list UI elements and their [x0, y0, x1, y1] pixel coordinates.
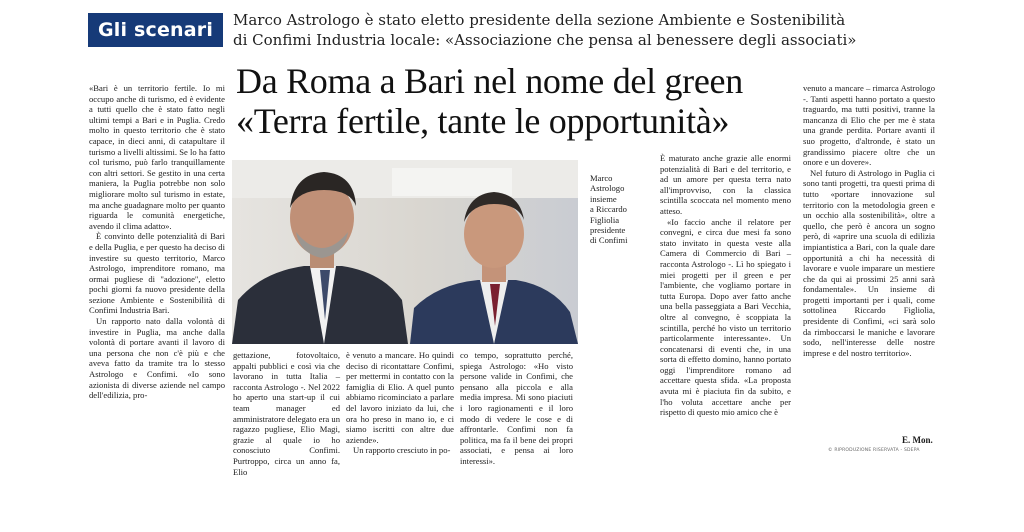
caption-line: insieme — [590, 193, 617, 204]
paragraph: è venuto a mancare. Ho quindi deciso di ricontattare Confimi, per mettermi in contatto con la famiglia di Elio. A quel punto abbiamo ricominciato a parlare del lavoro iniziato da lui, che ora ho preso in mano io, e ci siamo iscritti con altre due aziende». — [346, 350, 454, 445]
paragraph: gettazione, fotovoltaico, appalti pubblici e così via che lavorano in tutta Italia – racconta Astrologo -. Nel 2022 ho aperto una start-up il cui team manager ed amministratore delegato era un ragazzo pugliese, Elio Magi, grazie al quale io ho conosciuto Confimi. Purtroppo, circa un anno fa, Elio — [233, 350, 340, 477]
paragraph: È maturato anche grazie alle enormi potenzialità di Bari e del territorio, e ad un amore per questa terra nato all'improvviso, con la classica scintilla scoccata nel momento meno atteso. — [660, 153, 791, 216]
article-column-3 — [346, 350, 454, 461]
photo-illustration — [232, 160, 578, 344]
subheadline-line-1: Marco Astrologo è stato eletto presidente della sezione Ambiente e Sostenibilità — [233, 11, 846, 29]
article-column-4 — [460, 350, 573, 466]
article-column-6 — [803, 83, 935, 435]
paragraph: co tempo, soprattutto perché, spiega Astrologo: «Ho visto persone valide in Confimi, che pensano alla piccola e alla media impresa. Mi sono piaciuti i loro ragionamenti e il loro modo di vedere le cose e di affrontarle. Confimi non fa politica, ma fa il bene dei propri associati, e pensa ai loro interessi». — [460, 350, 573, 466]
paragraph: Nel futuro di Astrologo in Puglia ci sono tanti progetti, tra questi prima di tutto «portare innovazione sul territorio con la metodologia green e un occhio alla sostenibilità», oltre a quello, che però è ancora un sogno però, di «aprire una scuola di edilizia impiantistica a Bari, con la quale dare opportunità a chi ha necessità di lavorare e vuole imparare un mestiere che da qui ai prossimi 25 anni sarà fondamentale». Un insieme di progetti importanti per i quali, come sottolinea Riccardo Figliolia, presidente di Confimi, «ci sarà solo da rimboccarsi le maniche e lavorare sodo, nell'interesse delle nostre imprese e del nostro territorio». — [803, 167, 935, 358]
paragraph: «Io faccio anche il relatore per convegni, e circa due mesi fa sono stato invitato in questa veste alla Camera di Commercio di Bari – racconta Astrologo -. Lì ho spiegato i miei progetti per il green e per l'ambiente, che vogliamo portare in tutta Europa. Dopo aver fatto anche una bella passeggiata a Bari Vecchia, oltre al convegno, è scoppiata la scintilla, perché ho visto un territorio particolarmente interessante». Un concatenarsi di eventi che, in una sorta di effetto domino, hanno portato oggi l'imprenditore romano ad accettare questa sfida. «La proposta avuta mi è piaciuta fin da subito, e l'ho voluta accettare anche per rispetto di questo mio amico che è — [660, 216, 791, 418]
caption-line: presidente — [590, 225, 626, 236]
caption-line: Figliolia — [590, 214, 620, 225]
article-column-2 — [233, 350, 340, 477]
caption-line: Marco — [590, 173, 613, 183]
caption-line: di Confimi — [590, 235, 628, 246]
copyright-notice: © RIPRODUZIONE RISERVATA - SDEPA — [828, 448, 920, 453]
paragraph: Un rapporto cresciuto in po- — [353, 445, 451, 456]
caption-line: Astrologo — [590, 183, 625, 194]
caption-line: a Riccardo — [590, 204, 627, 215]
paragraph: «Bari è un territorio fertile. Io mi occupo anche di turismo, ed è evidente a tutti quello che è stato fatto negli ultimi tempi a Bari e in Puglia. Credo molto in questo territorio che è stato capace, in dieci anni, di catapultare il turismo a livelli altissimi. Se lo ha fatto col turismo, può farlo tranquillamente con altri settori. Se gestito in una certa maniera, la Puglia potrebbe non solo migliorare molto sul turismo in estate, ma anche guadagnare molto per quanto riguarda le comunità energetiche, avendo il clima adatto». — [89, 83, 225, 231]
paragraph: È convinto delle potenzialità di Bari e della Puglia, e per questo ha deciso di investire su questo territorio, Marco Astrologo, imprenditore romano, ma ormai pugliese di "adozione", eletto pochi giorni fa nuovo presidente della sezione Ambiente e Sostenibilità di Confimi Industria Bari. — [89, 231, 225, 316]
author-signature: E. Mon. — [902, 435, 933, 445]
paragraph: Un rapporto nato dalla volontà di investire in Puglia, ma anche dalla volontà di portare avanti il lavoro di una persona che non c'è più e che aveva fatto da tramite tra lo stesso Astrologo e Confimi. «Io sono azionista di diverse aziende nel campo dell'edilizia, pro- — [89, 316, 225, 401]
section-label: Gli scenari — [88, 13, 223, 47]
photo-caption — [590, 173, 650, 246]
article-photo — [232, 160, 578, 344]
article-column-5 — [660, 153, 791, 461]
paragraph: venuto a mancare – rimarca Astrologo -. Tanti aspetti hanno portato a questo traguardo, ma tutti positivi, tranne la mancanza di Elio che per me è stata una grande perdita. Portare avanti il suo progetto, d'altronde, è stato un grandissimo piacere oltre che un onore e un dovere». — [803, 83, 935, 168]
headline-line-1: Da Roma a Bari nel nome del green — [236, 61, 743, 101]
headline-line-2: «Terra fertile, tante le opportunità» — [236, 101, 730, 141]
subheadline-line-2: di Confimi Industria locale: «Associazione che pensa al benessere degli associati» — [233, 31, 857, 49]
article-column-1 — [89, 83, 225, 461]
